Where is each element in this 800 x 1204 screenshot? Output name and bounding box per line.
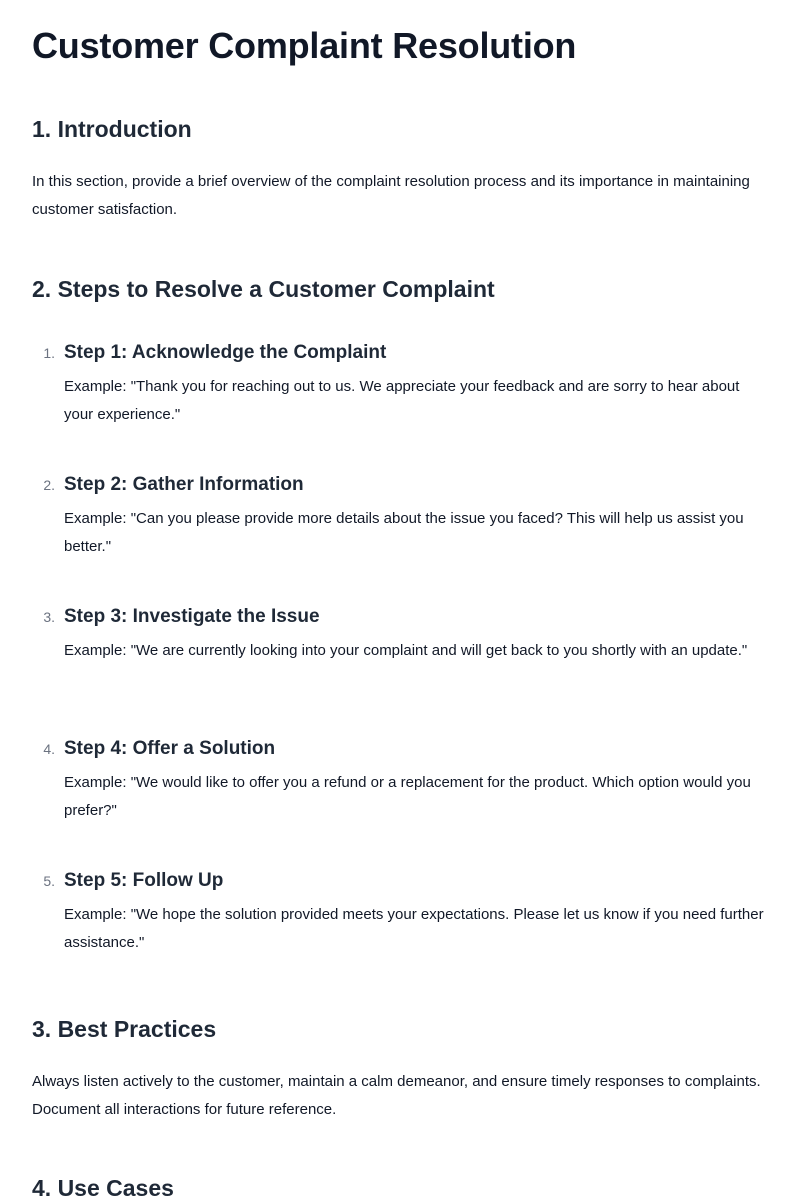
step-number: 1. xyxy=(43,345,55,361)
step-number: 2. xyxy=(43,477,55,493)
step-example: Example: "We hope the solution provided meets your expectations. Please let us know if you need further assistance." xyxy=(64,906,764,951)
step-title: Step 3: Investigate the Issue xyxy=(64,606,320,627)
step-number: 5. xyxy=(43,873,55,889)
best-practices-body: Always listen actively to the customer, maintain a calm demeanor, and ensure timely responses to complaints. Document all interactions for future reference. xyxy=(32,1073,761,1118)
introduction-body: In this section, provide a brief overview of the complaint resolution process and its importance in maintaining customer satisfaction. xyxy=(32,173,750,218)
step-title: Step 5: Follow Up xyxy=(64,870,224,891)
step-number: 3. xyxy=(43,609,55,625)
step-title: Step 1: Acknowledge the Complaint xyxy=(64,342,387,363)
introduction-heading: 1. Introduction xyxy=(32,116,192,142)
step-number: 4. xyxy=(43,741,55,757)
use-cases-heading: 4. Use Cases xyxy=(32,1175,174,1201)
step-example: Example: "Can you please provide more details about the issue you faced? This will help us assist you better." xyxy=(64,510,744,555)
step-example: Example: "We are currently looking into your complaint and will get back to you shortly with an update." xyxy=(64,642,748,659)
best-practices-heading: 3. Best Practices xyxy=(32,1016,217,1042)
step-title: Step 2: Gather Information xyxy=(64,474,304,495)
step-title: Step 4: Offer a Solution xyxy=(64,738,276,759)
steps-heading: 2. Steps to Resolve a Customer Complaint xyxy=(32,276,495,302)
step-example: Example: "We would like to offer you a refund or a replacement for the product. Which option would you prefer?" xyxy=(64,774,751,819)
page-title: Customer Complaint Resolution xyxy=(32,25,577,66)
step-example: Example: "Thank you for reaching out to us. We appreciate your feedback and are sorry to hear about your experience." xyxy=(64,378,740,423)
